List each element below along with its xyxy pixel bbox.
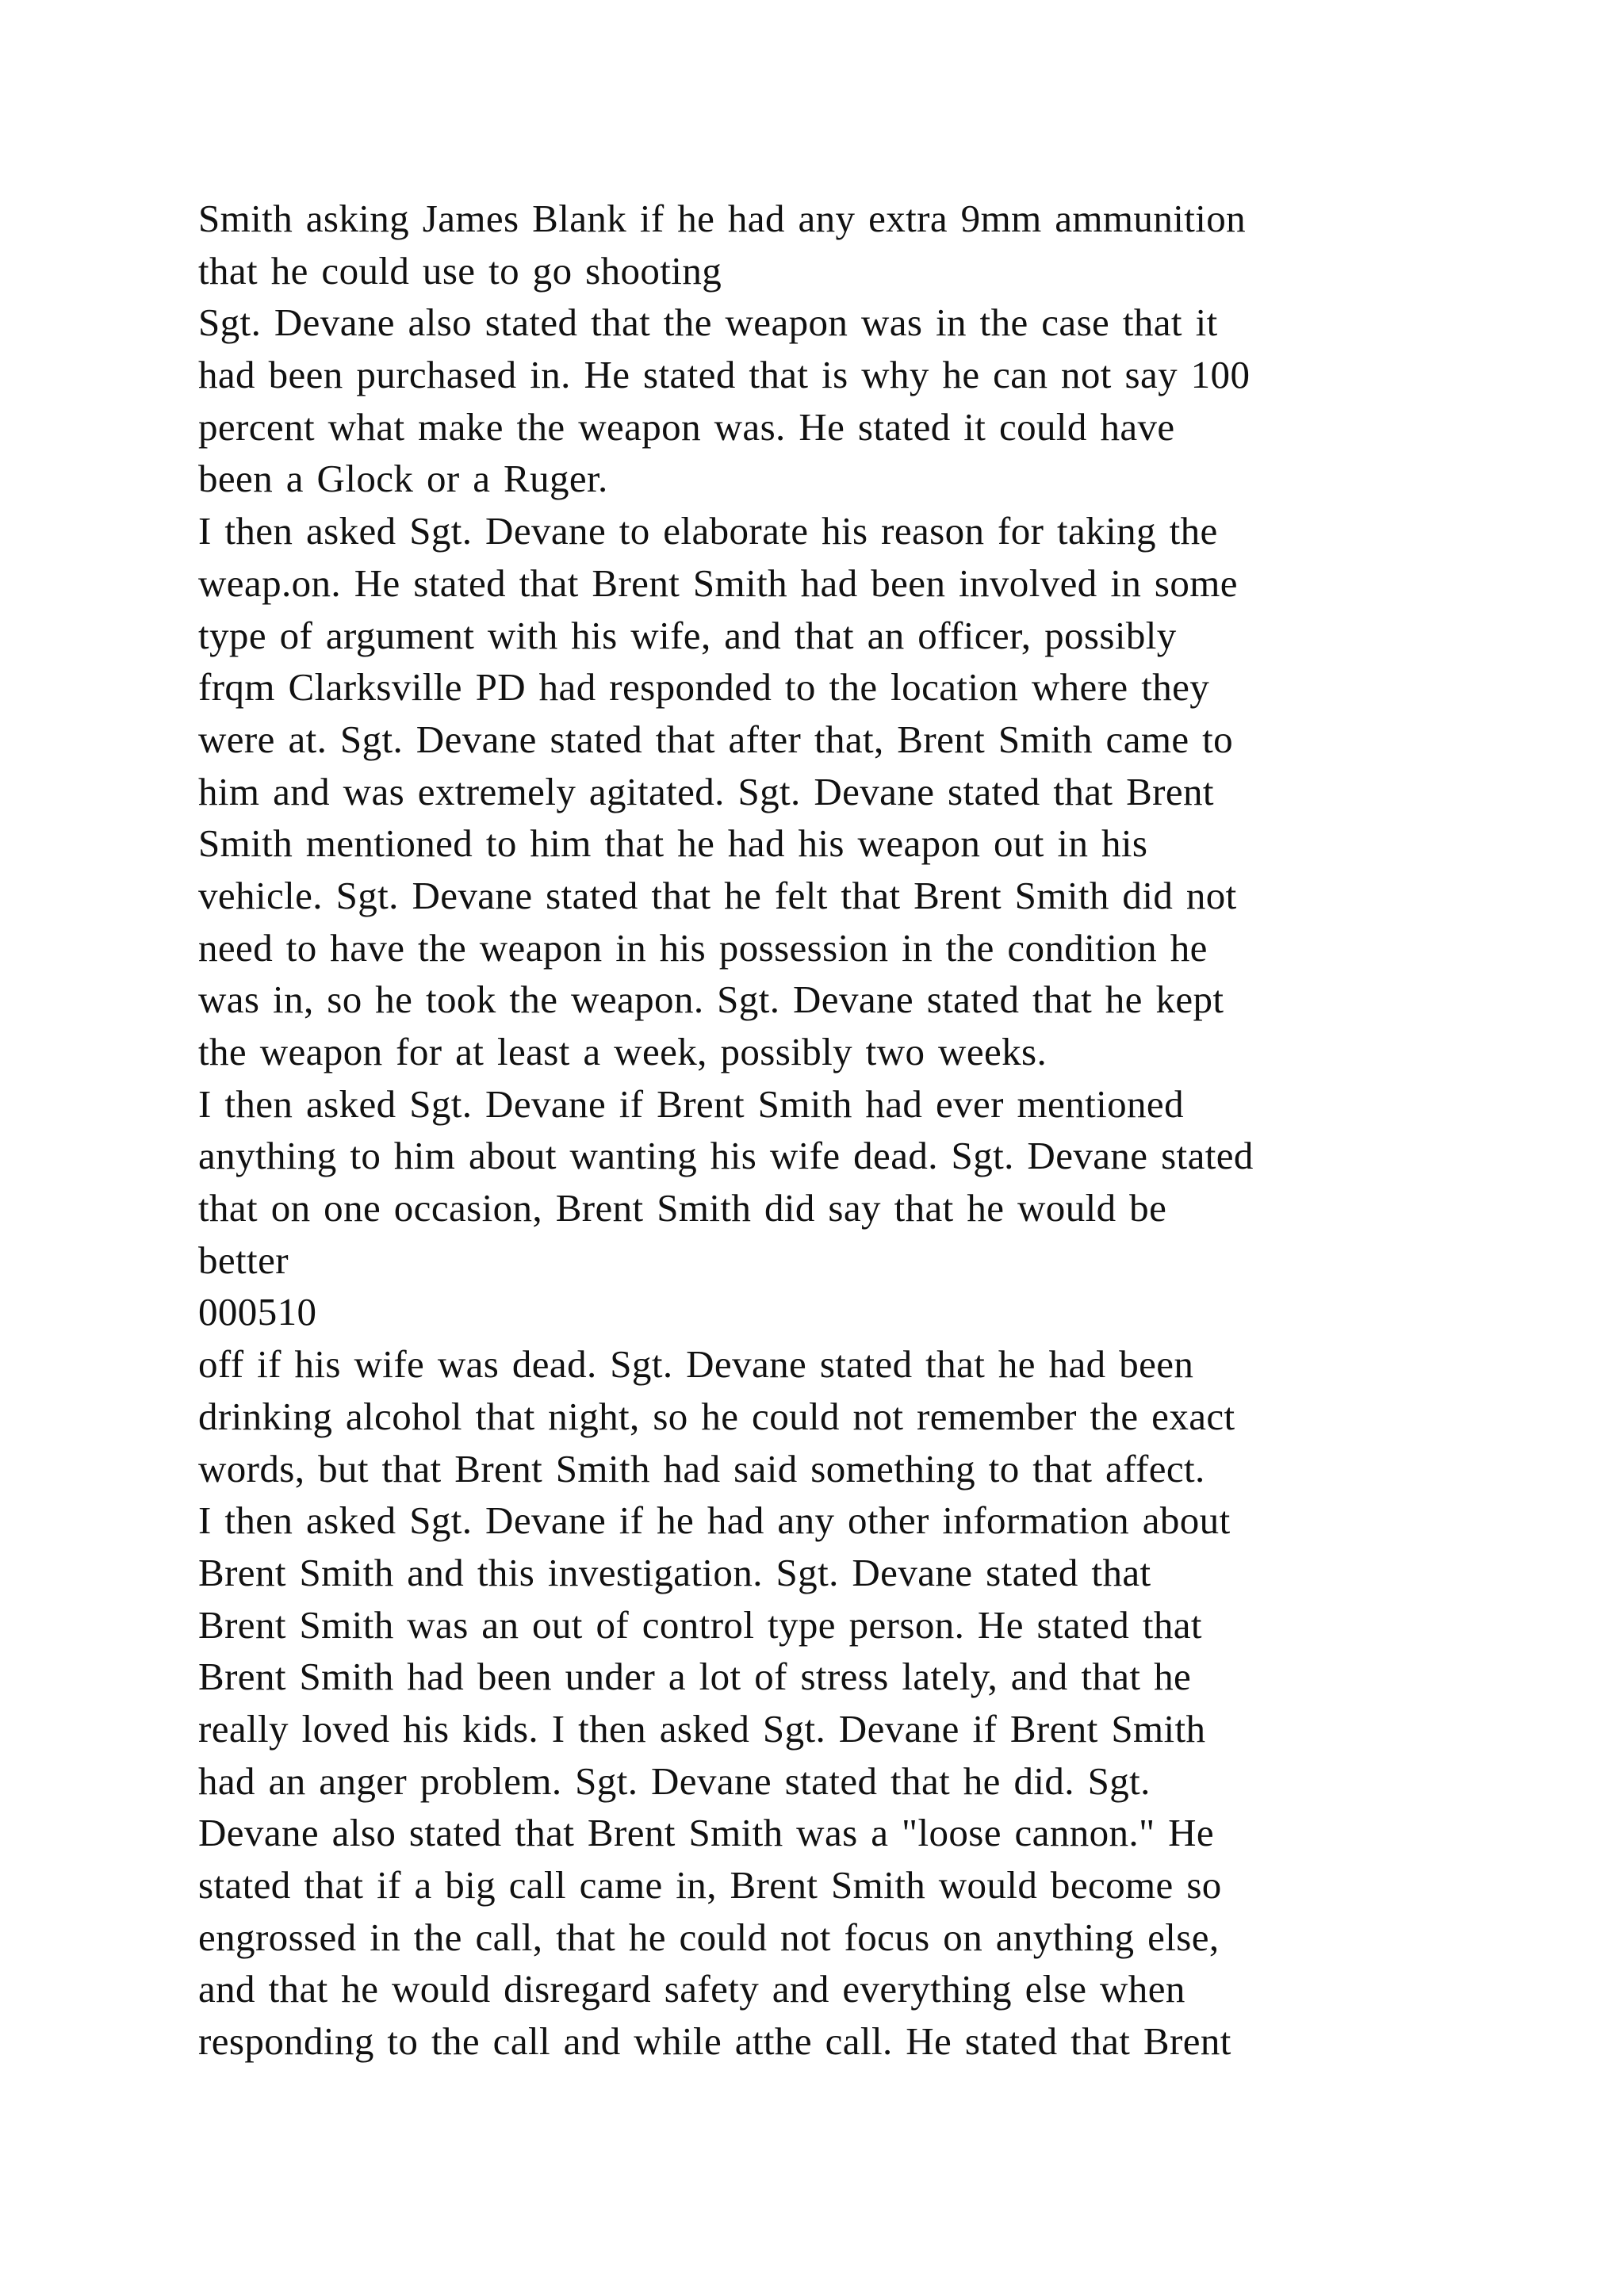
text-line: anything to him about wanting his wife dead. Sgt. Devane stated	[198, 1134, 1254, 1178]
text-line: weap.on. He stated that Brent Smith had been involved in some	[198, 561, 1238, 605]
document-body-text	[198, 193, 1483, 2068]
text-line: frqm Clarksville PD had responded to the location where they	[198, 665, 1210, 710]
text-line: Brent Smith and this investigation. Sgt. Devane stated that	[198, 1550, 1151, 1594]
text-line: type of argument with his wife, and that an officer, possibly	[198, 613, 1177, 657]
text-line: words, but that Brent Smith had said something to that affect.	[198, 1446, 1205, 1490]
text-line: were at. Sgt. Devane stated that after that, Brent Smith came to	[198, 717, 1234, 761]
text-line: the weapon for at least a week, possibly two weeks.	[198, 1030, 1048, 1073]
text-line: better	[198, 1238, 289, 1282]
text-line: really loved his kids. I then asked Sgt. Devane if Brent Smith	[198, 1706, 1206, 1751]
text-line: had been purchased in. He stated that is why he can not say 100	[198, 353, 1251, 397]
text-line: him and was extremely agitated. Sgt. Devane stated that Brent	[198, 769, 1214, 813]
text-line: and that he would disregard safety and everything else when	[198, 1967, 1185, 2011]
text-line: that on one occasion, Brent Smith did say that he would be	[198, 1186, 1167, 1230]
text-line: I then asked Sgt. Devane to elaborate his reason for taking the	[198, 509, 1218, 553]
text-line: I then asked Sgt. Devane if he had any other information about	[198, 1498, 1231, 1543]
text-line: that he could use to go shooting	[198, 248, 722, 293]
text-line: off if his wife was dead. Sgt. Devane stated that he had been	[198, 1342, 1194, 1387]
text-line: Brent Smith was an out of control type person. He stated that	[198, 1602, 1202, 1647]
text-line: responding to the call and while atthe call. He stated that Brent	[198, 2019, 1231, 2064]
text-line: had an anger problem. Sgt. Devane stated that he did. Sgt.	[198, 1758, 1151, 1803]
text-line: stated that if a big call came in, Brent Smith would become so	[198, 1863, 1222, 1907]
text-line: been a Glock or a Ruger.	[198, 457, 608, 501]
text-line: was in, so he took the weapon. Sgt. Devane stated that he kept	[198, 978, 1224, 1022]
text-line: I then asked Sgt. Devane if Brent Smith had ever mentioned	[198, 1081, 1184, 1126]
text-line: engrossed in the call, that he could not focus on anything else,	[198, 1915, 1220, 1959]
text-line: Devane also stated that Brent Smith was a "loose cannon." He	[198, 1811, 1215, 1855]
page-number: 000510	[198, 1290, 317, 1334]
text-line: percent what make the weapon was. He stated it could have	[198, 404, 1175, 449]
text-line: Brent Smith had been under a lot of stress lately, and that he	[198, 1655, 1192, 1699]
text-line: drinking alcohol that night, so he could not remember the exact	[198, 1394, 1235, 1438]
text-line: Sgt. Devane also stated that the weapon was in the case that it	[198, 300, 1218, 345]
text-line: Smith mentioned to him that he had his weapon out in his	[198, 821, 1148, 866]
text-line: vehicle. Sgt. Devane stated that he felt that Brent Smith did not	[198, 873, 1237, 917]
text-line: need to have the weapon in his possession in the condition he	[198, 925, 1208, 970]
text-line: Smith asking James Blank if he had any extra 9mm ammunition	[198, 197, 1247, 240]
